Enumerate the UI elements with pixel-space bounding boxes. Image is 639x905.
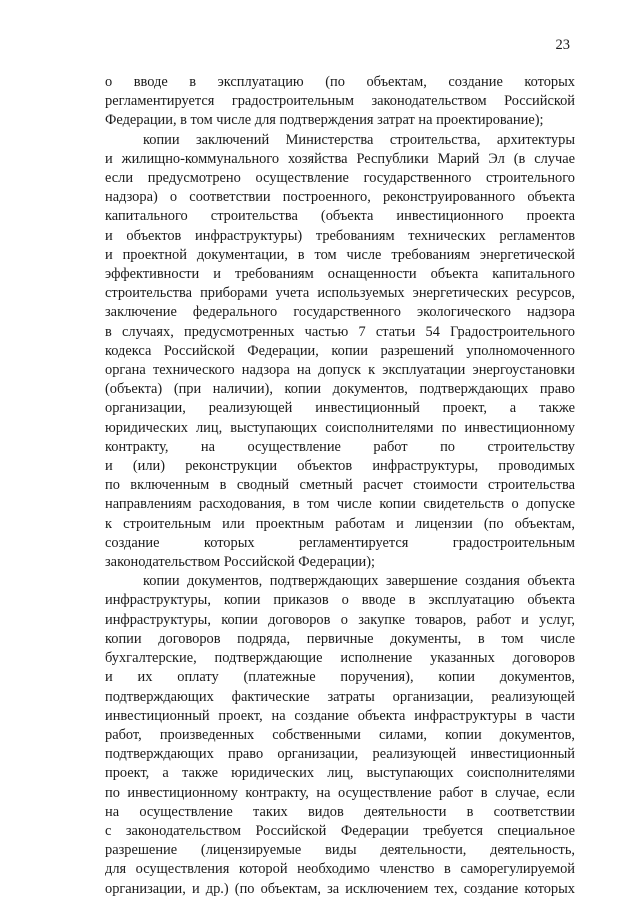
text-line: проект, а также юридических лиц, выступающих соисполнителями [105,765,575,782]
document-body [105,73,575,899]
text-line: подтверждающих фактические затраты организации, реализующей [105,688,575,705]
text-line: разрешение (лицензируемые виды деятельности, деятельность, [105,842,575,859]
text-line: (объекта) (при наличии), копии документов, подтверждающих право [105,381,575,398]
text-line: копии договоров подряда, первичные документы, в том числе [105,630,575,647]
text-line: инфраструктуры, копии приказов о вводе в эксплуатацию объекта [105,592,575,609]
text-line: кодекса Российской Федерации, копии разрешений уполномоченного [105,342,575,359]
text-line: контракту, на осуществление работ по строительству [105,438,575,455]
text-line: Федерации, в том числе для подтверждения затрат на проектирование); [105,112,544,129]
text-line: капитального строительства (объекта инвестиционного проекта [105,208,575,225]
text-line: и проектной документации, в том числе требованиям энергетической [105,246,575,263]
paragraph [105,572,575,898]
text-line: бухгалтерские, подтверждающие исполнение указанных договоров [105,650,575,667]
text-line: организации, и др.) (по объектам, за исключением тех, создание которых [105,880,575,897]
text-line: и их оплату (платежные поручения), копии документов, [105,669,575,686]
text-line: для осуществления которой необходимо членство в саморегулируемой [105,861,575,878]
text-line: регламентируется градостроительным законодательством Российской [105,93,575,110]
text-line: если предусмотрено осуществление государственного строительного [105,170,575,187]
text-line: строительства приборами учета используемых энергетических ресурсов, [105,285,575,302]
text-line: инвестиционный проект, на создание объекта инфраструктуры в части [105,707,575,724]
text-line: юридических лиц, выступающих соисполнителями по инвестиционному [105,419,575,436]
text-line: о вводе в эксплуатацию (по объектам, создание которых [105,74,575,90]
text-line: и жилищно-коммунального хозяйства Республики Марий Эл (в случае [105,150,575,167]
page-number: 23 [555,37,570,53]
paragraph [105,73,575,131]
text-line: и (или) реконструкции объектов инфраструктуры, проводимых [105,458,575,475]
text-line: инфраструктуры, копии договоров о закупке товаров, работ и услуг, [105,611,575,628]
text-line: работ, произведенных собственными силами, копии документов, [105,726,575,743]
text-line: надзора) о соответствии построенного, реконструированного объекта [105,189,575,206]
paragraph [105,131,575,573]
text-line: направлениям расходования, в том числе копии свидетельств о допуске [105,496,575,513]
text-line: по инвестиционному контракту, на осуществление работ в случае, если [105,784,575,801]
text-line: законодательством Российской Федерации); [105,554,376,571]
text-line: копии заключений Министерства строительства, архитектуры [143,131,575,148]
text-line: с законодательством Российской Федерации требуется специальное [105,822,575,839]
text-line: организации, реализующей инвестиционный проект, а также [105,400,575,417]
text-line: в случаях, предусмотренных частью 7 статьи 54 Градостроительного [105,323,575,340]
text-line: к строительным или проектным работам и лицензии (по объектам, [105,515,575,532]
text-line: и объектов инфраструктуры) требованиям технических регламентов [105,227,575,244]
text-line: органа технического надзора на допуск к эксплуатации энергоустановки [105,362,575,379]
text-line: по включенным в сводный сметный расчет стоимости строительства [105,477,575,494]
text-line: эффективности и требованиям оснащенности объекта капитального [105,266,575,283]
text-line: создание которых регламентируется градостроительным [105,534,575,551]
text-line: подтверждающих право организации, реализующей инвестиционный [105,746,575,763]
text-line: копии документов, подтверждающих завершение создания объекта [143,573,575,590]
text-line: на осуществление таких видов деятельности в соответствии [105,803,575,820]
text-line: заключение федерального государственного экологического надзора [105,304,575,321]
